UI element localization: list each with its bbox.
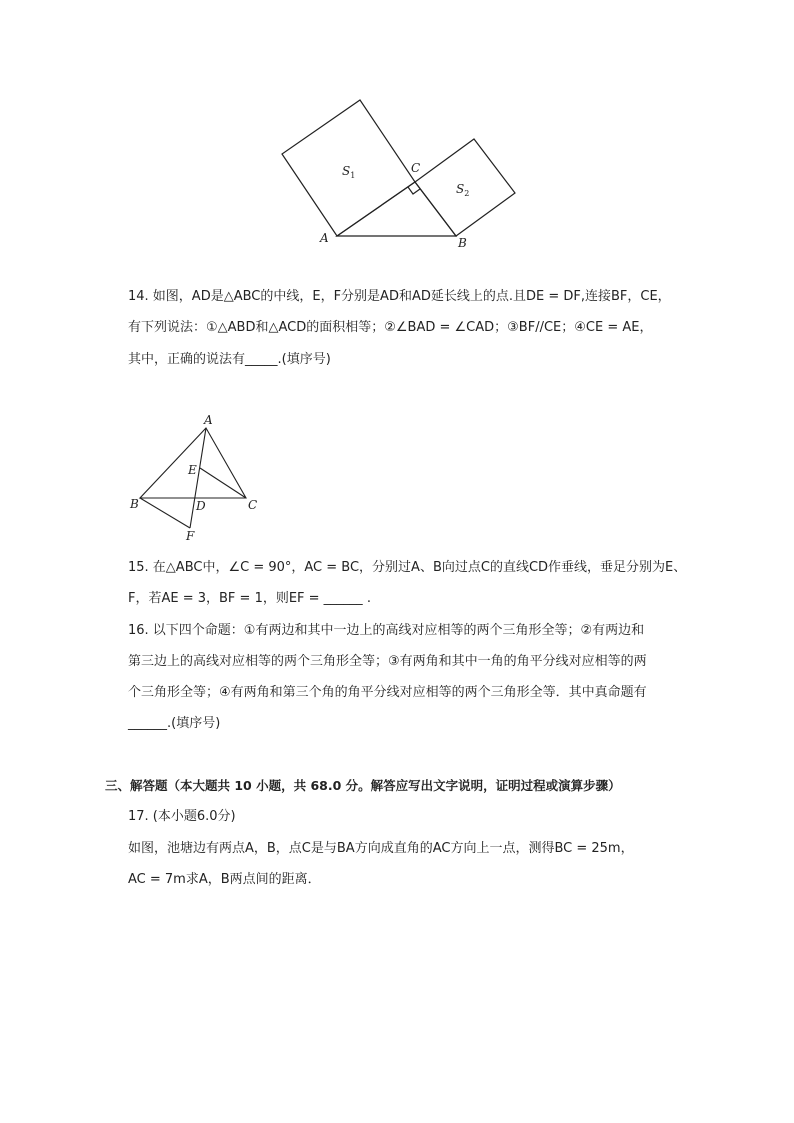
q15-line1: 15. 在△ABC中，∠C = 90°，AC = BC，分别过A、B向过点C的直线CD作垂线，垂足分别为E、 [128, 560, 687, 575]
q14-line2: 有下列说法：①△ABD和△ACD的面积相等；②∠BAD = ∠CAD；③BF//CE；④CE = AE， [128, 320, 653, 335]
q17-line2: AC = 7m求A，B两点间的距离． [128, 872, 321, 887]
q17-score: 17. (本小题6.0分) [128, 809, 236, 824]
q16-line3: 个三角形全等；④有两角和第三个角的角平分线对应相等的两个三角形全等．其中真命题有 [128, 685, 647, 700]
label-c: C [248, 498, 258, 512]
label-b: B [130, 497, 139, 511]
label-b: B [458, 236, 467, 250]
triangle-abc [337, 182, 456, 236]
q16-line2: 第三边上的高线对应相等的两个三角形全等；③有两角和其中一角的角平分线对应相等的两 [128, 654, 647, 669]
right-angle-mark [408, 187, 420, 194]
q16-line1: 16. 以下四个命题：①有两边和其中一边上的高线对应相等的两个三角形全等；②有两边和 [128, 623, 645, 638]
segment-bf [140, 498, 190, 528]
label-s1: $S_1$ [342, 164, 356, 180]
q14-line1: 14. 如图，AD是△ABC的中线，E，F分别是AD和AD延长线上的点.且DE = DF,连接BF，CE， [128, 289, 671, 304]
label-a: A [320, 231, 329, 245]
label-s2: $S_2$ [456, 182, 470, 198]
section-heading: 三、解答题（本大题共 10 小题，共 68.0 分。解答应写出文字说明，证明过程或演算步骤） [105, 778, 621, 793]
q17-line1: 如图，池塘边有两点A，B，点C是与BA方向成直角的AC方向上一点，测得BC = 25m， [128, 841, 634, 856]
square-s2 [415, 139, 515, 236]
label-c: C [411, 161, 421, 175]
label-d: D [196, 499, 206, 513]
q16-line4: ______.(填序号) [128, 716, 221, 731]
q14-line3: 其中，正确的说法有_____.(填序号) [128, 352, 331, 367]
figure-squares-on-triangle [270, 90, 530, 255]
label-f: F [186, 529, 195, 543]
figure-triangle-median [126, 410, 266, 545]
segment-ec [200, 468, 246, 498]
label-e: E [188, 463, 197, 477]
q15-line2: F，若AE = 3，BF = 1，则EF = ______ . [128, 591, 371, 606]
label-a: A [204, 413, 213, 427]
